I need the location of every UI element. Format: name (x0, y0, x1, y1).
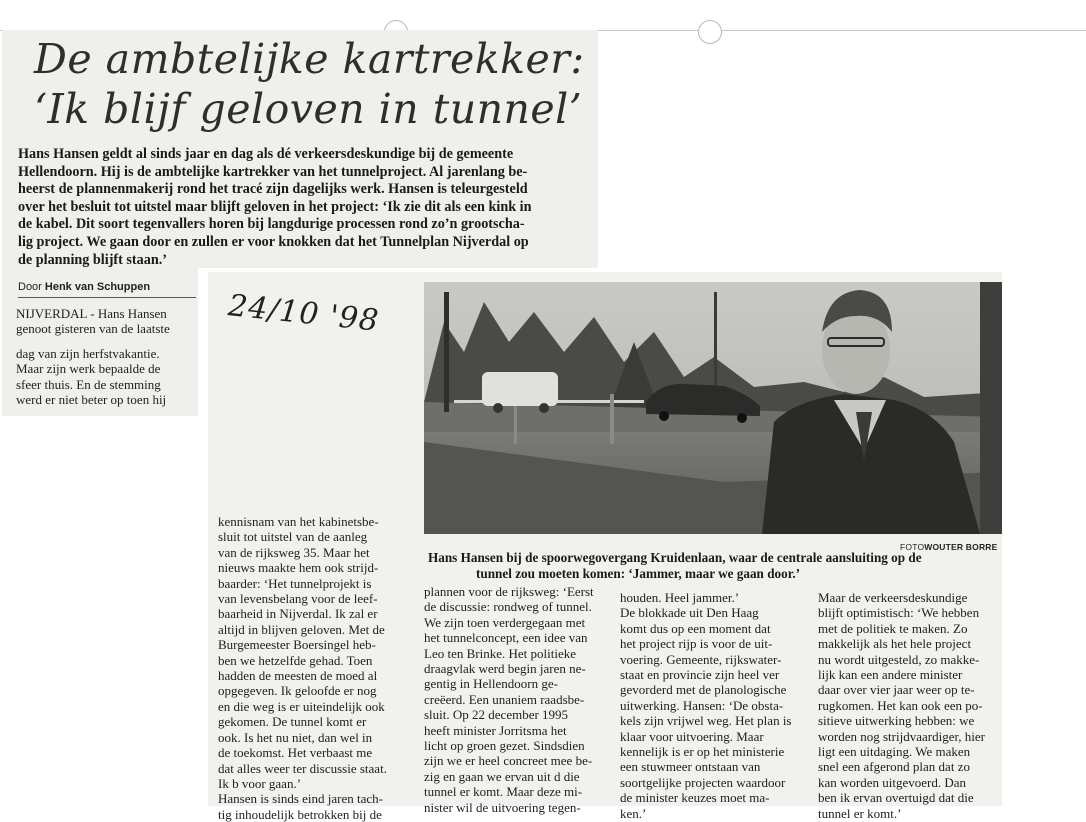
text-line: licht op groen gezet. Sindsdien (424, 738, 585, 754)
text-line: van levensbelang voor de leef- (218, 591, 378, 607)
intro-line: Hans Hansen geldt al sinds jaar en dag als dé verkeersdeskundige bij de gemeente (18, 146, 514, 162)
punch-hole (698, 20, 722, 44)
text-line: sluit tot uitstel van de aanleg (218, 529, 368, 545)
text-line: tig inhoudelijk betrokken bij de (218, 806, 382, 822)
text-line: worden nog strijdvaardiger, hier (818, 728, 985, 744)
text-line: gentig in Hellendoorn ge- (424, 676, 558, 692)
text-line: daar over vier jaar weer op te- (818, 682, 975, 698)
text-line: staat en provincie zijn heel ver (620, 667, 780, 683)
text-line: voering. Gemeente, rijkswater- (620, 651, 782, 667)
text-line: Leo ten Brinke. Het politieke (424, 645, 576, 661)
text-line: draagvlak werd begin jaren ne- (424, 661, 586, 677)
text-line: lijk kan een andere minister (818, 667, 963, 683)
text-line: ben ik ervan overtuigd dat die (818, 790, 974, 806)
text-line: nu wordt uitgesteld, zo makke- (818, 651, 980, 667)
text-line (16, 337, 170, 346)
caption-line: tunnel zou moeten komen: ‘Jammer, maar we gaan door.’ (476, 565, 801, 581)
photo-caption (428, 540, 1000, 581)
text-line: hadden de meesten de moed al (218, 668, 378, 684)
text-line: het project rijp is voor de uit- (620, 636, 773, 652)
intro-paragraph (18, 146, 588, 269)
text-line: De blokkade uit Den Haag (620, 605, 759, 621)
body-column-4 (818, 590, 985, 821)
body-column-3 (620, 590, 792, 821)
intro-line: de kabel. Dit soort tegenvallers horen bij langdurige processen rond zo’n grootscha- (18, 216, 525, 233)
text-line: kan worden uitgevoerd. Dan (818, 774, 967, 790)
text-line: de toekomst. Het verbaast me (218, 745, 373, 761)
text-line: soortgelijke projecten waardoor (620, 774, 786, 790)
photo-credit-name: WOUTER BORRE (924, 542, 998, 552)
text-line: altijd in blijven geloven. Met de (218, 621, 385, 637)
photo-scene-illustration (424, 282, 1002, 534)
text-line: en die weg is er uiteindelijk ook (218, 698, 385, 714)
text-line: Hansen is sinds eind jaren tach- (218, 791, 383, 807)
text-line: heeft minister Jorritsma het (424, 722, 567, 738)
text-line: kennisnam van het kabinetsbe- (218, 514, 379, 529)
byline-rule (18, 297, 196, 298)
text-line: de discussie: rondweg of tunnel. (424, 599, 592, 615)
intro-line: over het besluit tot uitstel maar blijft geloven in het project: ‘Ik zie dit als een kink in (18, 198, 532, 215)
text-line: sfeer thuis. En de stemming (16, 376, 161, 392)
text-line: komt dus op een moment dat (620, 620, 771, 636)
text-line: blijft optimistisch: ‘We hebben (818, 605, 980, 621)
intro-line: Hellendoorn. Hij is de ambtelijke kartrekker van het tunnelproject. Al jarenlang be- (18, 163, 528, 180)
text-line: dat alles weer ter discussie staat. (218, 760, 387, 776)
text-line: gevorderd met de planologische (620, 682, 787, 698)
text-line: uitwerking. Hansen: ‘De obsta- (620, 697, 784, 713)
intro-line: heerst de plannenmakerij rond het tracé zijn dagelijks werk. Hansen is teleurgesteld (18, 181, 528, 198)
body-column-1 (218, 514, 387, 822)
text-line: tunnel er komt. Maar deze mi- (424, 784, 583, 800)
text-line: dag van zijn herfstvakantie. (16, 345, 160, 361)
text-line: opgegeven. Ik geloofde er nog (218, 683, 377, 699)
text-line: de minister keuzes moet ma- (620, 790, 770, 806)
intro-line: de planning blijft staan.’ (18, 251, 168, 268)
byline-author: Henk van Schuppen (44, 281, 151, 293)
headline-line-2: ‘Ik blijf geloven in tunnel’ (34, 85, 583, 133)
text-line: tunnel er komt.’ (818, 805, 902, 821)
lead-column (16, 306, 170, 407)
text-line: genoot gisteren van de laatste (16, 321, 170, 337)
text-line: Maar de verkeersdeskundige (818, 590, 968, 605)
text-line: sitieve uitwerking hebben: we (818, 713, 975, 729)
text-line: ken.’ (620, 805, 647, 821)
text-line: Burgemeester Boersingel heb- (218, 637, 376, 653)
body-column-2 (424, 584, 594, 815)
photo-credit-prefix: FOTO (900, 542, 925, 552)
text-line: Ik b voor gaan.’ (218, 775, 302, 791)
text-line: werd er niet beter op toen hij (16, 392, 167, 408)
text-line: plannen voor de rijksweg: ‘Eerst (424, 584, 594, 599)
article-photo (424, 282, 1002, 534)
text-line: Maar zijn werk bepaalde de (16, 361, 161, 377)
byline-prefix: Door (18, 281, 42, 293)
intro-line: lig project. We gaan door en zullen er voor knokken dat het Tunnelplan Nijverdal op (18, 233, 529, 250)
text-line: zig en gaan we ervan uit d die (424, 768, 580, 784)
text-line: nieuws maakte hem ook strijd- (218, 560, 379, 576)
text-line: nister wil de uitvoering tegen- (424, 799, 581, 815)
text-line: kels zijn vrijwel weg. Het plan is (620, 713, 792, 729)
text-line: van de rijksweg 35. Maar het (218, 544, 370, 560)
text-line: klaar voor uitvoering. Maar (620, 728, 764, 744)
text-line: een stuwmeer ontstaan van (620, 759, 761, 775)
text-line: We zijn toen verdergegaan met (424, 614, 586, 630)
text-line: ook. Is het nu niet, dan wel in (218, 729, 373, 745)
headline-line-1: De ambtelijke kartrekker: (34, 35, 585, 83)
text-line: houden. Heel jammer.’ (620, 590, 740, 605)
handwritten-date: 24/10 '98 (226, 288, 381, 339)
text-line: makkelijk als het hele project (818, 636, 972, 652)
text-line: creëerd. Een unaniem raadsbe- (424, 691, 585, 707)
text-line: NIJVERDAL - Hans Hansen (16, 306, 167, 321)
text-line: baarheid in Nijverdal. Ik zal er (218, 606, 378, 622)
text-line: het tunnelconcept, een idee van (424, 630, 588, 646)
text-line: snel een afgerond plan dat zo (818, 759, 970, 775)
text-line: sluit. Op 22 december 1995 (424, 707, 569, 723)
text-line: gekomen. De tunnel komt er (218, 714, 367, 730)
text-line: ligt een uitdaging. We maken (818, 744, 971, 760)
text-line: baarder: ‘Het tunnelprojekt is (218, 575, 372, 591)
byline (18, 281, 150, 293)
text-line: met de politiek te maken. Zo (818, 620, 968, 636)
text-line: zijn we er heel concreet mee be- (424, 753, 593, 769)
text-line: kennelijk is er op het ministerie (620, 744, 785, 760)
text-line: ben we hetzelfde gehad. Toen (218, 652, 373, 668)
headline (34, 34, 594, 134)
caption-line: Hans Hansen bij de spoorwegovergang Kruidenlaan, waar de centrale aansluiting op de (428, 550, 922, 565)
text-line: rugkomen. Het kan ook een po- (818, 697, 983, 713)
